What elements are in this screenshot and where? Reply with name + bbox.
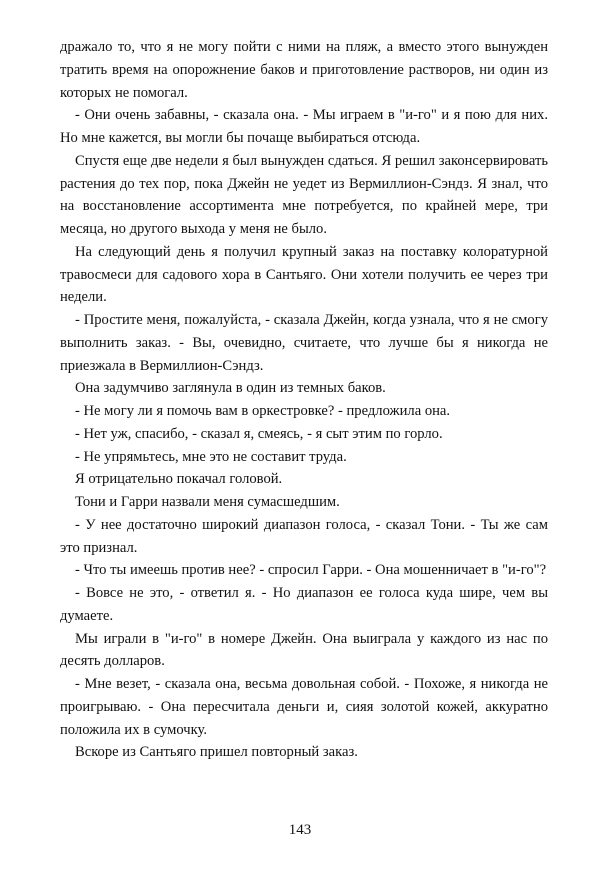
- paragraph: Спустя еще две недели я был вынужден сдаться. Я решил законсервировать растения до тех пор, пока Джейн не уедет из Вермиллион-Сэндз. Я знал, что на восстановление ассортимента мне потребуется, по крайней мере, три месяца, но другого выхода у меня не было.: [60, 152, 548, 237]
- paragraph: Вскоре из Сантьяго пришел повторный заказ.: [75, 744, 358, 761]
- paragraph: - Не упрямьтесь, мне это не составит труда.: [75, 448, 347, 465]
- paragraph: - Простите меня, пожалуйста, - сказала Джейн, когда узнала, что я не смогу выполнить заказ. - Вы, очевидно, считаете, что лучше бы я никогда не приезжала в Вермиллион-Сэндз.: [60, 312, 548, 374]
- page-number: 143: [288, 822, 312, 838]
- paragraph: - У нее достаточно широкий диапазон голоса, - сказал Тони. - Ты же сам это признал.: [60, 516, 548, 556]
- paragraph: - Вовсе не это, - ответил я. - Но диапазон ее голоса куда шире, чем вы думаете.: [60, 585, 548, 624]
- paragraph: - Что ты имеешь против нее? - спросил Гарри. - Она мошенничает в "и-го"?: [75, 562, 547, 579]
- paragraph: - Мне везет, - сказала она, весьма довольная собой. - Похоже, я никогда не проигрываю. - Она пересчитала деньги и, сияя золотой кожей, аккуратно положила их в сумочку.: [60, 676, 548, 738]
- paragraph: - Нет уж, спасибо, - сказал я, смеясь, - я сыт этим по горло.: [75, 425, 443, 442]
- page-body: [60, 36, 548, 764]
- paragraph: Я отрицательно покачал головой.: [75, 471, 283, 488]
- paragraph: Тони и Гарри назвали меня сумасшедшим.: [75, 494, 340, 510]
- paragraph: На следующий день я получил крупный заказ на поставку колоратурной травосмеси для садового хора в Сантьяго. Они хотели получить ее через три недели.: [60, 243, 548, 306]
- paragraph: - Не могу ли я помочь вам в оркестровке? - предложила она.: [75, 403, 451, 419]
- paragraph: - Они очень забавны, - сказала она. - Мы играем в "и-го" и я пою для них. Но мне кажется, вы могли бы почаще выбираться отсюда.: [60, 107, 548, 146]
- paragraph-continuation: дражало то, что я не могу пойти с ними на пляж, а вместо этого вынужден тратить время на опорожнение баков и приготовление растворов, ни один из которых не помогал.: [60, 39, 548, 101]
- paragraph: Она задумчиво заглянула в один из темных баков.: [75, 380, 386, 397]
- paragraph: Мы играли в "и-го" в номере Джейн. Она выиграла у каждого из нас по десять долларов.: [60, 630, 548, 670]
